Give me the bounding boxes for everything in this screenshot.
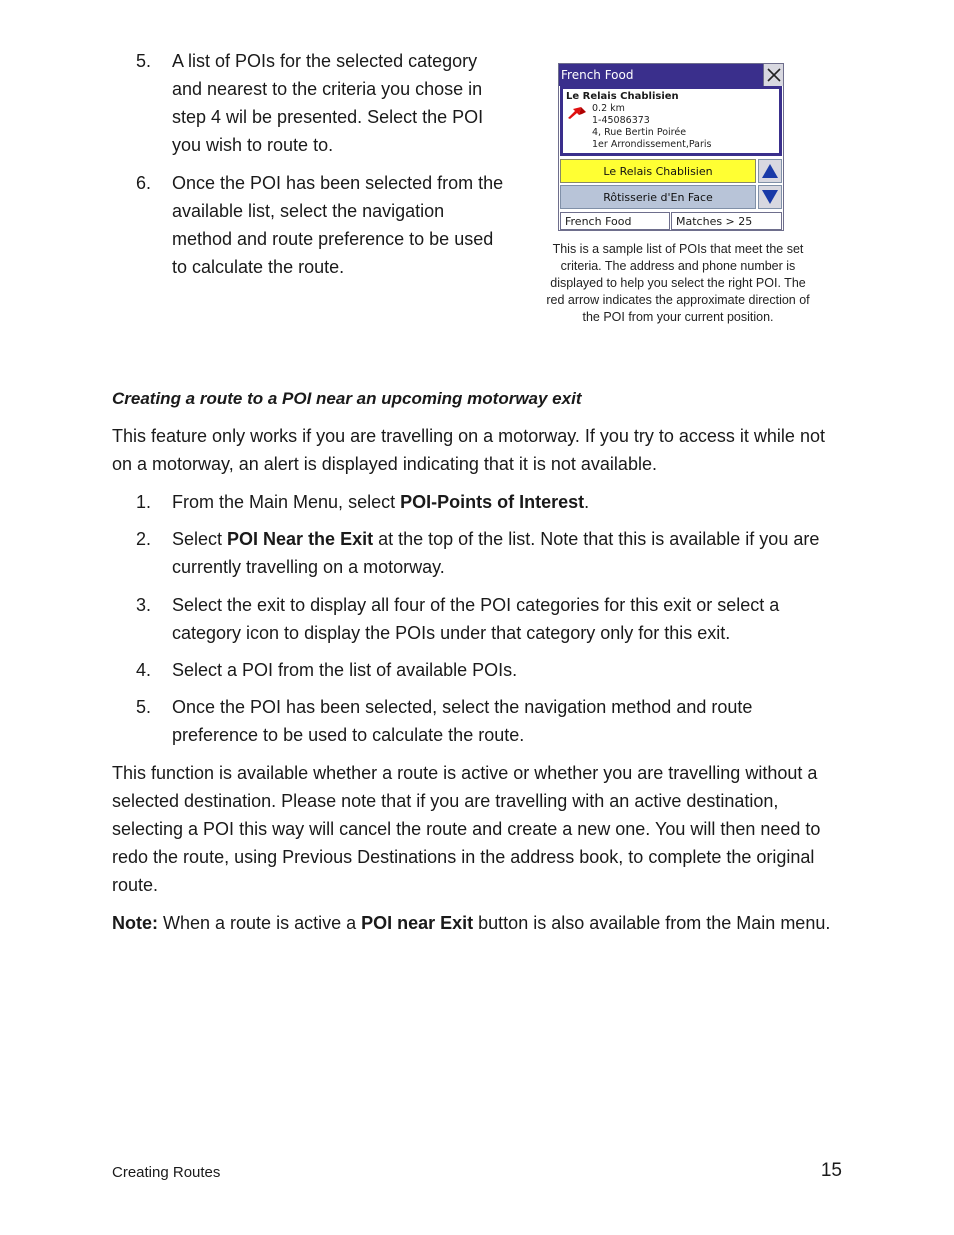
close-x-icon <box>767 68 781 82</box>
step-3: 3. Select the exit to display all four of the POI categories for this exit or select a category icon to display the POIs under that category only for this exit. <box>136 595 780 643</box>
poi-list-item-selected[interactable]: Le Relais Chablisien <box>560 159 756 183</box>
triangle-up-icon <box>761 163 779 179</box>
poi-details-panel <box>560 86 782 156</box>
step-4: 4. Select a POI from the list of available POIs. <box>136 660 518 680</box>
figure-caption: This is a sample list of POIs that meet the set criteria. The address and phone number is displayed to help you select the right POI. The red arrow indicates the approximate direction of the POI from your current position. <box>546 242 810 324</box>
scroll-up-button[interactable] <box>758 159 782 183</box>
poi-phone: 1-45086373 <box>592 115 650 126</box>
top-step-6: 6. Once the POI has been selected from the available list, select the navigation method and route preference to be used to calculate the route. <box>136 173 504 277</box>
step-5: 5. Once the POI has been selected, select the navigation method and route preference to be used to calculate the route. <box>136 697 753 745</box>
section-subheading: Creating a route to a POI near an upcoming motorway exit <box>112 389 582 408</box>
red-arrow-icon <box>567 106 587 120</box>
poi-address-line2: 1er Arrondissement,Paris <box>592 139 712 150</box>
function-paragraph: This function is available whether a route is active or whether you are travelling without a selected destination. Please note that if you are travelling with an active destination, selecting a POI this way will cancel the route and create a new one. You will then need to redo the route, using Previous Destinations in the address book, to complete the original route. <box>112 763 821 895</box>
scroll-down-button[interactable] <box>758 185 782 209</box>
category-status: French Food <box>560 212 670 230</box>
poi-list-item[interactable]: Rôtisserie d'En Face <box>560 185 756 209</box>
poi-distance: 0.2 km <box>592 103 625 114</box>
poi-name: Le Relais Chablisien <box>566 91 679 102</box>
close-button[interactable] <box>763 64 783 86</box>
top-step-5: 5. A list of POIs for the selected category and nearest to the criteria you chose in step 4 wil be presented. Select the POI you wish to route to. <box>136 51 484 155</box>
matches-status: Matches > 25 <box>671 212 782 230</box>
category-title-bar: French Food <box>559 64 763 86</box>
step-2: 2. Select POI Near the Exit at the top of the list. Note that this is available if you are currently travelling on a motorway. <box>136 529 820 577</box>
poi-list-screenshot <box>558 63 784 231</box>
poi-address-line1: 4, Rue Bertin Poirée <box>592 127 687 138</box>
triangle-down-icon <box>761 189 779 205</box>
page-number: 15 <box>820 1160 842 1181</box>
footer-section-name: Creating Routes <box>112 1164 221 1181</box>
note-paragraph: Note: When a route is active a POI near Exit button is also available from the Main menu. <box>112 913 831 933</box>
intro-paragraph: This feature only works if you are travelling on a motorway. If you try to access it while not on a motorway, an alert is displayed indicating that it is not available. <box>112 426 825 474</box>
step-1: 1. From the Main Menu, select POI-Points of Interest. <box>136 492 590 512</box>
